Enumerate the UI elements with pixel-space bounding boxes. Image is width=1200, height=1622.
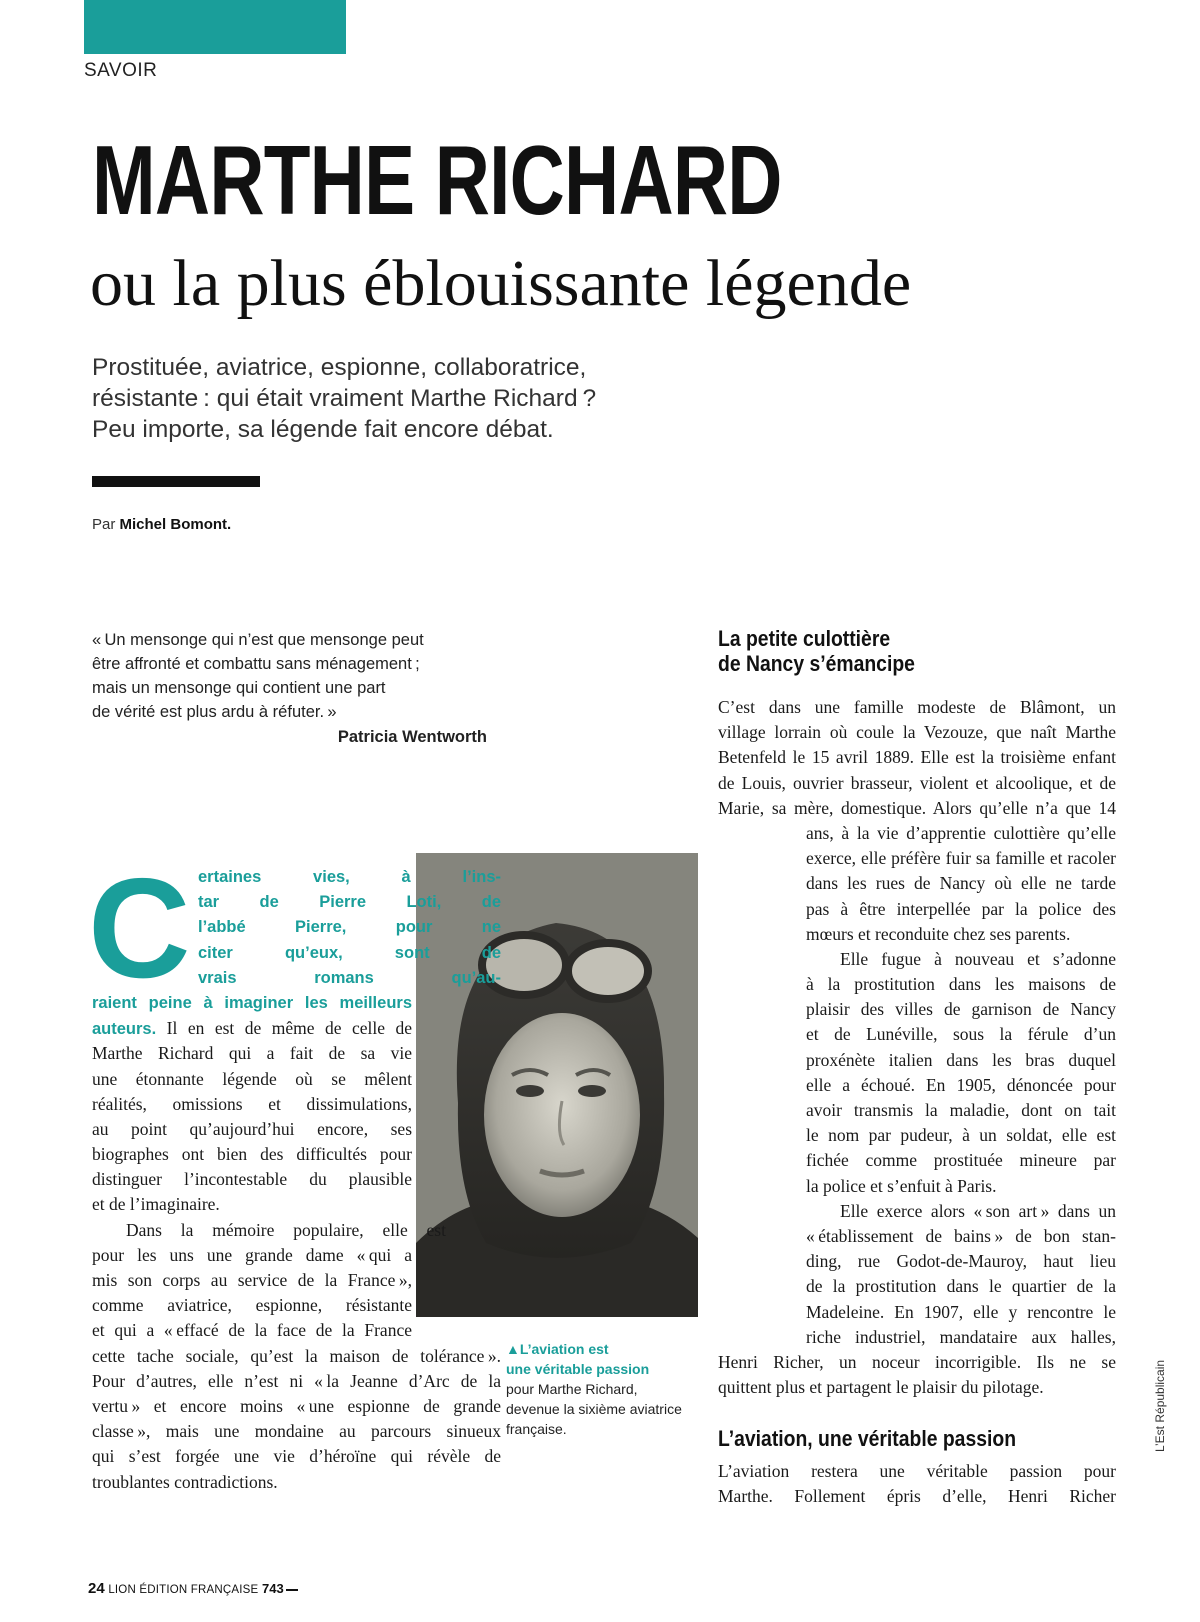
body-line: fichée comme prostituée mineure par — [806, 1150, 1116, 1171]
byline-author: Michel Bomont. — [119, 516, 232, 533]
section-heading-line: de Nancy s’émancipe — [718, 651, 915, 676]
body-line: pas à être interpellée par la police des — [806, 898, 1116, 919]
body-line: C’est dans une famille modeste de Blâmont, un — [718, 697, 1116, 717]
body-line: « établissement de bains » de bon stan- — [806, 1225, 1116, 1246]
caption-line: devenue la sixième aviatrice — [506, 1401, 682, 1417]
body-line: proxénète italien dans les bras duquel — [806, 1049, 1116, 1070]
quote-line: de vérité est plus ardu à réfuter. » — [92, 703, 337, 721]
body-line: Marthe. Follement épris d’elle, Henri Richer — [718, 1486, 1116, 1507]
section-heading-line: La petite culottière — [718, 626, 891, 651]
body-line: et qui a « effacé de la face de la France — [92, 1320, 412, 1341]
body-line: riche industriel, mandataire aux halles, — [806, 1326, 1116, 1347]
body-line: et de Lunéville, sous la férule d’un — [806, 1024, 1116, 1045]
body-line: troublantes contradictions. — [92, 1471, 278, 1492]
intro-line: raient peine à imaginer les meilleurs — [92, 993, 412, 1012]
right-column — [718, 695, 1116, 1400]
body-line: à la prostitution dans les maisons de — [806, 974, 1116, 995]
intro-line: vrais romans qu’au- — [198, 968, 501, 987]
body-line: de Louis, ouvrier brasseur, violent et alcoolique, et de — [718, 772, 1116, 793]
body-line: exerce, elle préfère fuir sa famille et racoler — [806, 848, 1116, 869]
magazine-name: LION ÉDITION FRANÇAISE — [108, 1584, 259, 1596]
body-line: la police et s’enfuit à Paris. — [806, 1175, 997, 1196]
byline-prefix: Par — [92, 516, 116, 533]
caption-line: française. — [506, 1421, 567, 1437]
footer-dash — [286, 1589, 298, 1591]
section-rubric: SAVOIR — [84, 60, 158, 81]
body-line: au point qu’aujourd’hui encore, ses — [92, 1118, 412, 1139]
body-line: pour les uns une grande dame « qui a — [92, 1244, 412, 1265]
body-line: quittent plus et partagent le plaisir du pilotage. — [718, 1377, 1044, 1398]
body-line: de la prostitution dans le quartier de la — [806, 1276, 1116, 1297]
photo-caption — [506, 1339, 696, 1439]
issue-number: 743 — [262, 1581, 284, 1596]
body-line — [92, 1016, 412, 1041]
body-line: cette tache sociale, qu’est la maison de tolérance ». — [92, 1345, 501, 1366]
body-line: Elle fugue à nouveau et s’adonne — [840, 948, 1116, 969]
quote-line: « Un mensonge qui n’est que mensonge peut — [92, 631, 424, 649]
page-number: 24 — [88, 1580, 105, 1597]
accent-bar — [84, 0, 346, 54]
intro-line: citer qu’eux, sont de — [198, 943, 501, 962]
body-text: Il en est de même de celle de — [156, 1018, 412, 1039]
section-heading — [718, 626, 915, 676]
page-footer — [88, 1580, 298, 1597]
body-line: village lorrain où coule la Vezouze, que naît Marthe — [718, 722, 1116, 743]
caption-highlight: une véritable passion — [506, 1361, 650, 1377]
body-line: ding, rue Godot-de-Mauroy, haut lieu — [806, 1251, 1116, 1272]
intro-line: auteurs. — [92, 1020, 157, 1039]
body-line: plaisir des villes de garnison de Nancy — [806, 999, 1116, 1020]
body-line: L’aviation restera une véritable passion pour — [718, 1461, 1116, 1481]
section-heading: L’aviation, une véritable passion — [718, 1426, 1017, 1451]
body-line: mœurs et reconduite chez ses parents. — [806, 923, 1071, 944]
quote-line: être affronté et combattu sans ménagement ; — [92, 655, 420, 673]
body-line: Henri Richer, un noceur incorrigible. Ils ne se — [718, 1351, 1116, 1372]
lede-line: Prostituée, aviatrice, espionne, collaboratrice, — [92, 354, 587, 381]
article-subtitle: ou la plus éblouissante légende — [90, 247, 912, 320]
body-line: dans les rues de Nancy où elle ne tarde — [806, 873, 1116, 894]
body-line: et de l’imaginaire. — [92, 1194, 220, 1215]
caption-line: pour Marthe Richard, — [506, 1381, 638, 1397]
body-line: le nom par pudeur, à un soldat, elle est — [806, 1125, 1116, 1146]
quote-author: Patricia Wentworth — [337, 728, 487, 746]
lede-line: Peu importe, sa légende fait encore débat. — [92, 416, 554, 443]
intro-line: tar de Pierre Loti, de — [198, 893, 501, 912]
intro-line: l’abbé Pierre, pour ne — [198, 918, 501, 937]
right-column-continued — [718, 1459, 1116, 1509]
body-line: avoir transmis la maladie, dont on tait — [806, 1100, 1116, 1120]
article-lede — [92, 352, 712, 445]
body-line: mis son corps au service de la France », — [92, 1270, 412, 1290]
intro-line: ertaines vies, à l’ins- — [198, 868, 501, 886]
body-line: réalités, omissions et dissimulations, — [92, 1093, 412, 1114]
body-line: Betenfeld le 15 avril 1889. Elle est la troisième enfant — [718, 747, 1116, 768]
byline — [92, 516, 231, 533]
caption-highlight: ▲L’aviation est — [506, 1341, 609, 1357]
body-line: qui s’est forgée une vie d’héroïne qui révèle de — [92, 1446, 501, 1467]
body-line: elle a échoué. En 1905, dénoncée pour — [806, 1074, 1116, 1095]
body-line: Madeleine. En 1907, elle y rencontre le — [806, 1301, 1116, 1322]
lede-line: résistante : qui était vraiment Marthe Richard ? — [92, 385, 597, 412]
left-column — [92, 865, 501, 1495]
body-line: Pour d’autres, elle n’est ni « la Jeanne d’Arc de la — [92, 1370, 501, 1391]
epigraph-quote — [92, 628, 487, 749]
body-line: distinguer l’incontestable du plausible — [92, 1169, 412, 1190]
body-line: classe », mais une mondaine au parcours sinueux — [92, 1421, 501, 1442]
body-line: comme aviatrice, espionne, résistante — [92, 1295, 412, 1316]
drop-cap: C — [88, 849, 191, 1008]
body-line: une étonnante légende où se mêlent — [92, 1068, 412, 1089]
body-line: ans, à la vie d’apprentie culottière qu’elle — [806, 822, 1116, 843]
body-line: Elle exerce alors « son art » dans un — [840, 1200, 1116, 1221]
body-line: vertu » et encore moins « une espionne de grande — [92, 1395, 501, 1416]
body-line: Dans la mémoire populaire, elle est — [126, 1219, 446, 1240]
body-line: Marie, sa mère, domestique. Alors qu’elle n’a que 14 — [718, 797, 1116, 818]
body-line: Marthe Richard qui a fait de sa vie — [92, 1043, 412, 1064]
quote-line: mais un mensonge qui contient une part — [92, 679, 386, 697]
body-line: biographes ont bien des difficultés pour — [92, 1144, 412, 1165]
article-title: MARTHE RICHARD — [92, 125, 782, 235]
divider-rule — [92, 476, 260, 487]
photo-credit: L’Est Républicain — [1153, 1359, 1167, 1452]
